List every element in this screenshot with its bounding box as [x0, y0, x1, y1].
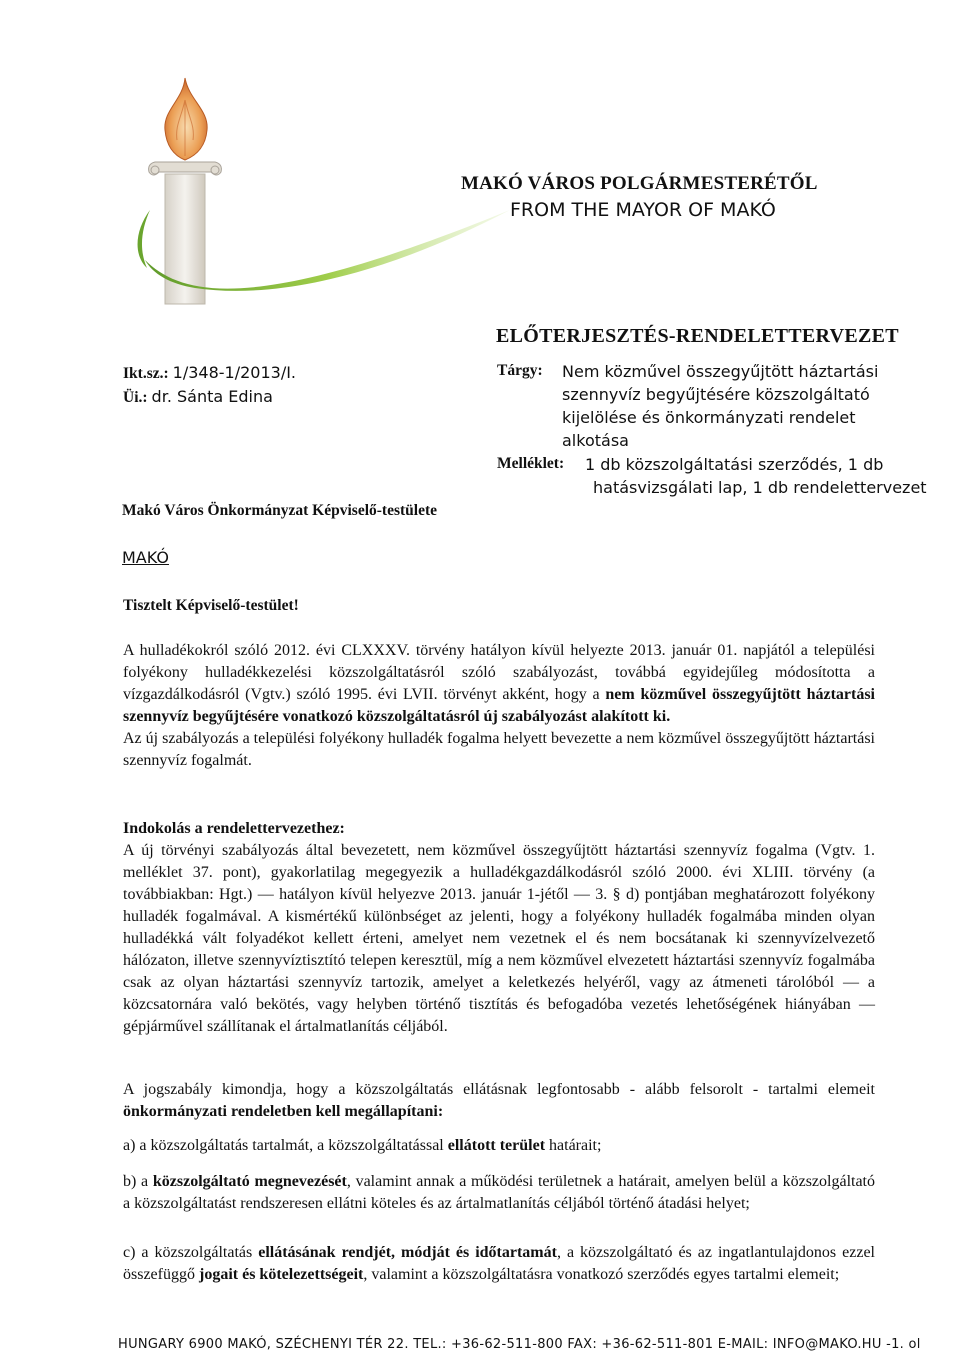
reference-number: [123, 363, 296, 383]
justification-heading: Indokolás a rendelettervezethez:: [123, 820, 345, 837]
list-item-a: [123, 1135, 875, 1157]
document-type: ELŐTERJESZTÉS-RENDELETTERVEZET: [496, 325, 899, 347]
list-item-b: [123, 1171, 875, 1215]
reference-number-label: Ikt.sz.:: [123, 365, 169, 382]
item-b-text: b) a: [123, 1173, 153, 1190]
law-paragraph: [123, 1079, 875, 1123]
case-officer-label: Üi.:: [123, 389, 148, 406]
item-b-end: , valamint annak a működési területnek a határait, amelyen belül a közszolgáltató a közszolgáltatást rendszeresen ellátni köteles és az ártalmatlanítás céljából történő átadási helyet;: [123, 1173, 876, 1212]
item-a-text: a) a közszolgáltatás tartalmát, a közszolgáltatással: [123, 1137, 448, 1154]
intro-text: A hulladékokról szóló 2012. évi CLXXXV. törvény hatályon kívül helyezte 2013. január 01. napjától a települési folyékony hulladékkezelési közszolgáltatásról szóló szabályozást, továbbá egyidejűleg módosította a vízgazdálkodásról (Vgtv.) szóló 1995. évi LVII. törvényt akként, hogy a: [123, 642, 875, 703]
law-text: A jogszabály kimondja, hogy a közszolgáltatás ellátásnak legfontosabb - alább felsorolt - tartalmi elemeit: [123, 1081, 875, 1098]
subject-line: szennyvíz begyűjtésére közszolgáltató: [562, 385, 870, 404]
item-c-end: , valamint a közszolgáltatásra vonatkozó szerződés egyes tartalmi elemeit;: [363, 1266, 840, 1283]
attachment-line: hatásvizsgálati lap, 1 db rendelettervezet: [593, 478, 927, 497]
list-item-c: [123, 1242, 875, 1286]
mayor-title: MAKÓ VÁROS POLGÁRMESTERÉTŐL: [461, 173, 818, 194]
city-name: MAKÓ: [122, 548, 169, 567]
mayor-title-english: FROM THE MAYOR OF MAKÓ: [510, 199, 776, 221]
attachment-line: 1 db közszolgáltatási szerződés, 1 db: [585, 455, 884, 474]
item-a-bold: ellátott terület: [447, 1137, 546, 1154]
reference-number-value: 1/348-1/2013/I.: [172, 363, 297, 382]
subject-label: Tárgy:: [497, 362, 543, 379]
law-bold-text: önkormányzati rendeletben kell megállapítani:: [123, 1103, 444, 1120]
footer-contact: HUNGARY 6900 MAKÓ, SZÉCHENYI TÉR 22. TEL.: +36-62-511-800 FAX: +36-62-511-801 E-MAIL: INFO@MAKO.HU -1. ol: [118, 1337, 921, 1352]
subject-line: kijelölése és önkormányzati rendelet: [562, 408, 856, 427]
subject-value: [562, 360, 878, 452]
case-officer: [123, 387, 273, 407]
attachment-value: [585, 453, 927, 499]
intro-paragraph: [123, 640, 875, 772]
intro-bold-text: nem közművel összegyűjtött háztartási szennyvíz begyűjtésére vonatkozó közszolgáltatásról új szabályozást alakított ki.: [123, 686, 876, 725]
item-c-bold-1: ellátásának rendjét, módját és időtartamát: [258, 1244, 557, 1261]
intro-second-text: Az új szabályozás a települési folyékony hulladék fogalma helyett bevezette a nem közművel összegyűjtött háztartási szennyvíz fogalmát.: [123, 730, 875, 769]
item-c-mid: , a közszolgáltató és az ingatlantulajdonos ezzel összefüggő: [123, 1244, 875, 1283]
item-c-bold-2: jogait és kötelezettségeit: [198, 1266, 364, 1283]
item-a-end: határait;: [545, 1137, 602, 1154]
item-b-bold: közszolgáltató megnevezését: [152, 1173, 347, 1190]
subject-line: Nem közművel összegyűjtött háztartási: [562, 362, 879, 381]
subject-line: alkotása: [562, 431, 629, 450]
case-officer-value: dr. Sánta Edina: [151, 387, 273, 406]
item-c-text: c) a közszolgáltatás: [123, 1244, 259, 1261]
salutation: Tisztelt Képviselő-testület!: [123, 597, 299, 614]
flame-column-logo: [125, 60, 515, 320]
attachment-label: Melléklet:: [497, 455, 565, 472]
council-name: Makó Város Önkormányzat Képviselő-testülete: [122, 502, 437, 519]
justification-text: A új törvényi szabályozás által bevezetett, nem közművel összegyűjtött háztartási szennyvíz fogalma (Vgtv. 1. melléklet 37. pont), gyakorlatilag megegyezik a hulladékgazdálkodásról szóló 2000. évi XLIII. törvény (a továbbiakban: Hgt.) — hatályon kívül helyezve 2013. január 1-jétől — 3. § d) pontjában meghatározott folyékony hulladék fogalmával. A kismértékű különbséget az jelenti, hogy a folyékony hulladék fogalmába minden olyan hulladékká vált folyadékot kellett érteni, amelyet nem vezetnek el és nem bocsátanak ki szennyvízelvezető hálózaton, illetve szennyvíztisztító telepen keresztül, míg a nem közművel elvezetett háztartási szennyvíz fogalmába csak az olyan háztartási szennyvíz tartozik, amelyet a keletkezés helyéről, vagy az átmeneti tárolóból — a közcsatornára való bekötés, vagy helyben történő tisztítás és befogadóba vezetés lehetőségének hiányában — gépjárművel szállítanak el ártalmatlanítás céljából.: [123, 842, 875, 1035]
justification-paragraph: [123, 840, 875, 1038]
